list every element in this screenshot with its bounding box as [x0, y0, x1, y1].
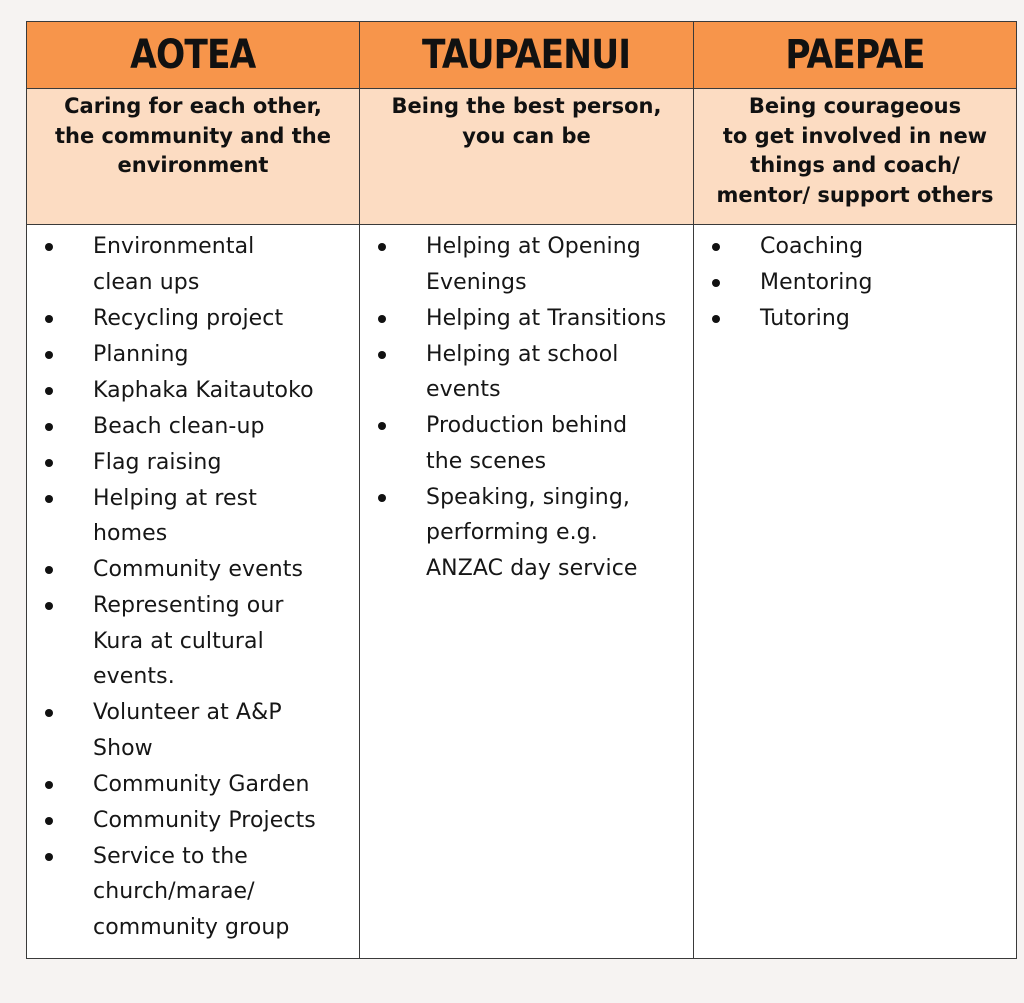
column-heading: TAUPAENUI	[422, 32, 631, 78]
list-item: Service to the church/marae/ community group	[27, 839, 359, 946]
column-header-aotea	[27, 22, 360, 89]
list-item: Community Garden	[27, 767, 359, 803]
list-item: Environmental clean ups	[27, 229, 359, 300]
list-item: Flag raising	[27, 445, 359, 481]
column-list-paepae	[694, 225, 1016, 958]
list-item: Mentoring	[694, 265, 1016, 301]
list-item: Coaching	[694, 229, 1016, 265]
list-item: Tutoring	[694, 301, 1016, 337]
list-item: Helping at rest homes	[27, 481, 359, 552]
column-heading: AOTEA	[130, 32, 256, 78]
list-item: Beach clean-up	[27, 409, 359, 445]
column-description-paepae	[694, 89, 1016, 225]
bullet-list	[694, 229, 1016, 337]
list-item: Planning	[27, 337, 359, 373]
bullet-list	[360, 229, 693, 586]
column-description-text: Caring for each other, the community and the environment	[54, 94, 331, 177]
values-table	[26, 21, 1017, 959]
column-description-text: Being the best person, you can be	[391, 94, 662, 148]
list-item: Volunteer at A&P Show	[27, 695, 359, 766]
list-item: Recycling project	[27, 301, 359, 337]
list-item: Helping at Opening Evenings	[360, 229, 693, 300]
list-item: Helping at Transitions	[360, 301, 693, 337]
column-list-taupaenui	[360, 225, 694, 958]
list-item: Production behind the scenes	[360, 408, 693, 479]
column-description-taupaenui	[360, 89, 694, 225]
list-item: Community Projects	[27, 803, 359, 839]
column-header-paepae	[694, 22, 1016, 89]
column-list-aotea	[27, 225, 360, 958]
column-heading: PAEPAE	[785, 32, 925, 78]
list-item: Helping at school events	[360, 337, 693, 408]
list-item: Speaking, singing, performing e.g. ANZAC day service	[360, 480, 693, 587]
bullet-list	[27, 229, 359, 945]
list-item: Kaphaka Kaitautoko	[27, 373, 359, 409]
list-item: Community events	[27, 552, 359, 588]
column-description-aotea	[27, 89, 360, 225]
column-header-taupaenui	[360, 22, 694, 89]
column-description-text: Being courageous to get involved in new things and coach/ mentor/ support others	[716, 94, 994, 207]
list-item: Representing our Kura at cultural events.	[27, 588, 359, 695]
